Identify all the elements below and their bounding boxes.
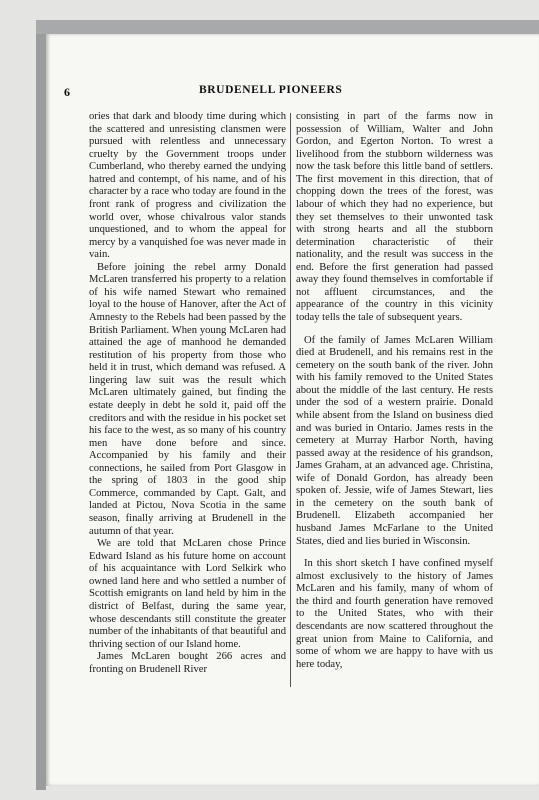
right-text-column bbox=[296, 111, 493, 671]
paragraph: Before joining the rebel army Donald McLaren transferred his property to a relation of his wife named Stewart who remained loyal to the house of Hanover, after the Act of Amnesty to the Rebels had been passed by the British Parliament. When young McLaren had attained the age of manhood he demanded restitution of his property from those who held it in trust, which demand was refused. A lingering law suit was the result which McLaren ultimately gained, but finding the estate deeply in debt he sold it, paid off the creditors and with the residue in his pocket set his face to the west, as so many of his country men have done before and since. Accompanied by his family and their connections, he sailed from Port Glasgow in the spring of 1803 in the good ship Commerce, commanded by Capt. Galt, and landed at Pictou, Nova Scotia in the same season, finally arriving at Brudenell in the autumn of that year. bbox=[89, 261, 286, 537]
book-cover-edge bbox=[36, 20, 539, 34]
paragraph: We are told that McLaren chose Prince Edward Island as his future home on account of his acquaintance with Lord Selkirk who owned land here and who settled a number of Scottish emigrants on land held by him in the district of Belfast, during the same year, whose descendants still constitute the greater number of the inhabitants of that beautiful and thriving section of our Island home. bbox=[89, 538, 286, 650]
paragraph: Of the family of James McLaren William died at Brudenell, and his remains rest in the cemetery on the south bank of the river. John with his family removed to the United States about the middle of the last century. He rests under the sod of a western prairie. Donald while absent from the Island on business died and was buried in Ontario. James rests in the cemetery at Murray Harbor North, having passed away at the residence of his grandson, James Graham, at an advanced age. Christina, wife of Donald Gordon, has already been spoken of. Jessie, wife of James Stewart, lies in the cemetery on the south bank of Brudenell. Elizabeth accompanied her husband James McFarlane to the United States, died and lies buried in Wisconsin. bbox=[296, 334, 493, 547]
paragraph: consisting in part of the farms now in possession of William, Walter and John Gordon, and Egerton Norton. To wrest a livelihood from the stubborn wilderness was now the task before this little band of settlers. The first movement in this direction, that of chopping down the trees of the forest, was labour of which they had no experience, but they set themselves to their unwonted task with strong hearts and all the stubborn determination characteristic of their nationality, and the result was success in the end. Before the first generation had passed away they found themselves in comfortable if not affluent circumstances, and the appearance of the country in this vicinity today tells the tale of subsequent years. bbox=[296, 111, 493, 323]
paragraph: ories that dark and bloody time during which the scattered and unresisting clansmen were pursued with relentless and unnecessary cruelty by the Government troops under Cumberland, who thereby earned the undying hatred and contempt, of his name, and of his character by a race who today are found in the front rank of progress and civilization the world over, whose chivalrous valor stands unquestioned, and to whom the appeal for mercy by a vanquished foe was never made in vain. bbox=[89, 111, 286, 261]
running-title: BRUDENELL PIONEERS bbox=[199, 84, 343, 96]
column-divider bbox=[290, 113, 291, 687]
page-number: 6 bbox=[64, 85, 70, 99]
left-text-column bbox=[89, 111, 286, 676]
paragraph: In this short sketch I have confined myself almost exclusively to the history of James McLaren and his family, many of whom of the third and fourth generation have removed to the United States, who with their descendants are now scattered throughout the great union from Maine to California, and some of whom we are happy to have with us here today, bbox=[296, 558, 493, 670]
paragraph: James McLaren bought 266 acres and fronting on Brudenell River bbox=[89, 651, 286, 675]
book-spine bbox=[36, 20, 46, 790]
